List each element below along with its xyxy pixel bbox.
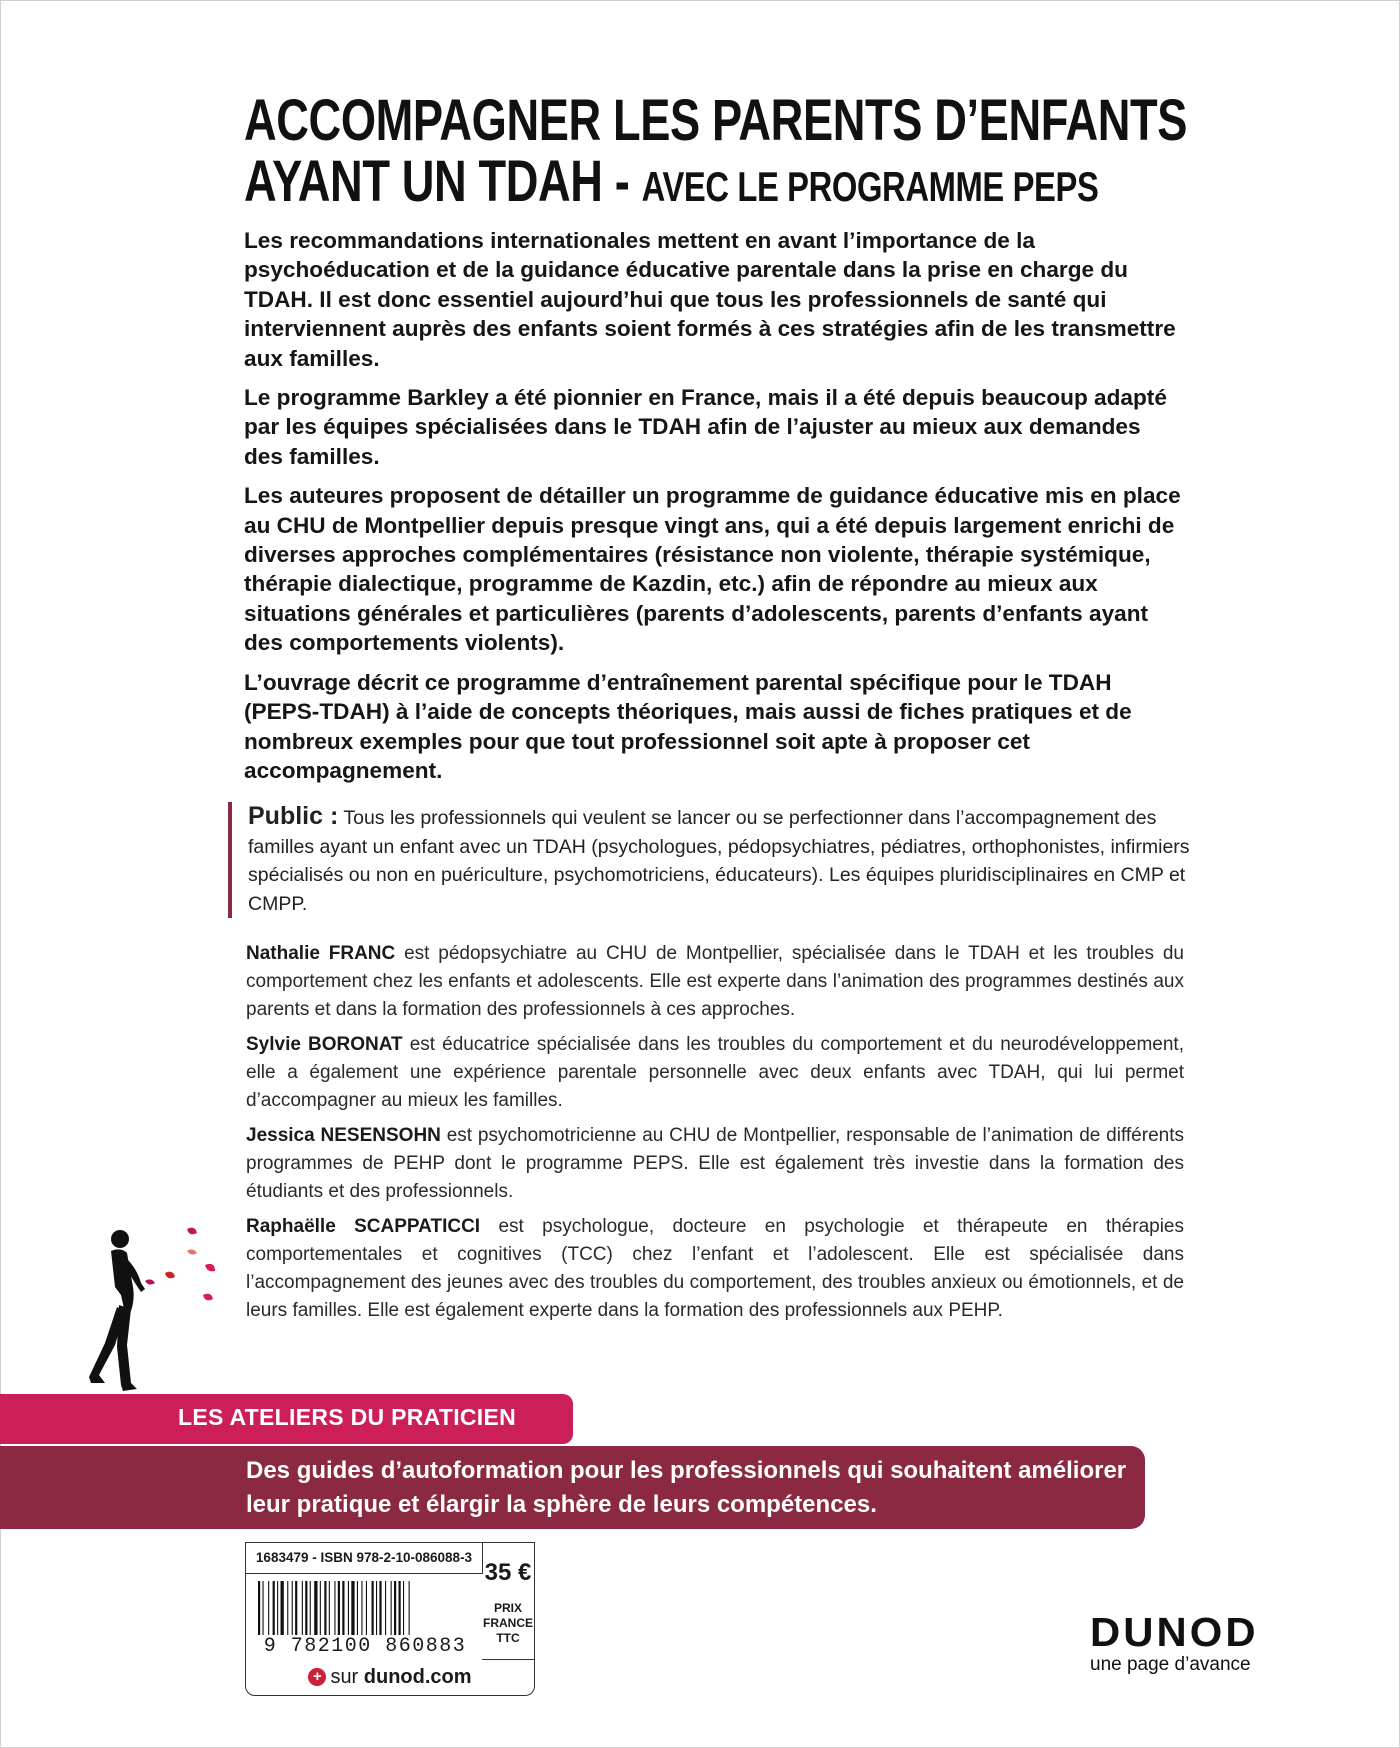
book-title — [244, 88, 1244, 219]
collection-banner — [0, 1394, 573, 1444]
dunod-logo: DUNOD — [1090, 1609, 1259, 1655]
collection-tagline-band — [0, 1446, 1145, 1529]
barcode-bar — [403, 1581, 404, 1635]
price-column — [482, 1543, 534, 1660]
barcode-bar — [277, 1581, 278, 1635]
author-description: est psychologue, docteure en psychologie et thérapeute en thérapies comportementales et cognitives (TCC) chez l’enfant et l’adolescent. Elle est spécialisée dans l’accompagnement des jeunes avec des troubles du comportement, des troubles anxieux ou émotionnels, et de leurs familles. Elle est également experte dans la formation des professionnels aux PEHP. — [246, 1216, 1184, 1321]
price-note-line: TTC — [496, 1631, 520, 1645]
barcode-bar — [366, 1581, 367, 1635]
intro-paragraph: Les auteures proposent de détailler un programme de guidance éducative mis en place au CHU de Montpellier depuis presque vingt ans, qui a été depuis largement enrichi de diverses approches complémentaires (résistance non violente, thérapie systémique, thérapie dialectique, programme de Kazdin, etc.) afin de répondre au mieux aux situations générales et particulières (parents d’adolescents, parents d’enfants ayant des comportements violents). — [244, 483, 1181, 656]
price-note — [482, 1601, 534, 1646]
author-name: Raphaëlle SCAPPATICCI — [246, 1216, 481, 1237]
author-name: Jessica NESENSOHN — [246, 1125, 441, 1146]
website-link[interactable] — [246, 1659, 534, 1695]
publisher-logo — [1090, 1609, 1290, 1676]
website-prefix: sur — [330, 1666, 364, 1688]
author-description: est psychomotricienne au CHU de Montpellier, responsable de l’animation de différents programmes de PEHP dont le programme PEPS. Elle est également très investie dans la formation des étudiants et des professionnels. — [246, 1125, 1184, 1202]
barcode-bar — [273, 1581, 275, 1635]
barcode-bar — [292, 1581, 293, 1635]
author-bio — [246, 1031, 1184, 1115]
collection-tagline: Des guides d’autoformation pour les professionnels qui souhaitent améliorer leur pratique et élargir la sphère de leurs compétences. — [246, 1457, 1127, 1518]
website-name: dunod.com — [363, 1666, 472, 1688]
barcode-bar — [324, 1581, 326, 1635]
barcode-bar — [361, 1581, 362, 1635]
barcode-bar — [258, 1581, 260, 1635]
barcode-bar — [342, 1581, 344, 1635]
public-text: Tous les professionnels qui veulent se lancer ou se perfectionner dans l’accompagnement des familles ayant un enfant avec un TDAH (psychologues, pédopsychiatres, pédiatres, orthophonistes, infirmiers spécialisés ou non en puériculture, psychomotriciens, éducateurs). Les équipes pluridisciplinaires en CMP et CMPP. — [248, 807, 1190, 915]
price-note-line: FRANCE — [483, 1616, 533, 1630]
barcode-bar — [376, 1581, 377, 1635]
barcode-bar — [295, 1581, 297, 1635]
barcode-number: 9 782100 860883 — [263, 1635, 467, 1658]
price: 35 € — [484, 1559, 532, 1586]
barcode-bar — [263, 1581, 264, 1635]
price-note-line: PRIX — [493, 1601, 522, 1615]
title-line-2-main: AYANT UN TDAH - — [244, 149, 642, 214]
title-line-2 — [244, 149, 1099, 219]
barcode-bar — [314, 1581, 317, 1635]
publisher-tagline: une page d’avance — [1090, 1654, 1251, 1675]
author-bio — [246, 1122, 1184, 1206]
barcode-bar — [281, 1581, 284, 1635]
barcode-block — [245, 1542, 535, 1696]
barcode-bar — [372, 1581, 374, 1635]
barcode-bar — [357, 1581, 358, 1635]
barcode-bar — [338, 1581, 340, 1635]
barcode-bar — [287, 1581, 288, 1635]
collection-name: LES ATELIERS DU PRATICIEN — [178, 1404, 517, 1430]
barcode-bar — [399, 1581, 401, 1635]
barcode-bar — [302, 1581, 303, 1635]
author-bio — [246, 940, 1184, 1024]
barcode-bar — [409, 1581, 410, 1635]
barcode-bar — [320, 1581, 321, 1635]
barcode-bar — [351, 1581, 354, 1635]
author-name: Nathalie FRANC — [246, 943, 396, 964]
barcode-bar — [268, 1581, 269, 1635]
isbn-label: 1683479 - ISBN 978-2-10-086088-3 — [246, 1543, 483, 1574]
barcode-bar — [394, 1581, 396, 1635]
title-subtitle: AVEC LE PROGRAMME PEPS — [641, 163, 1099, 210]
barcode-bar — [391, 1581, 392, 1635]
barcode-bar — [348, 1581, 349, 1635]
intro-text — [244, 226, 1184, 795]
authors-section — [246, 940, 1184, 1332]
barcode-bar — [385, 1581, 386, 1635]
author-description: est éducatrice spécialisée dans les troubles du comportement et du neurodéveloppement, elle a également une expérience parentale personnelle avec deux enfants avec TDAH, qui lui permet d’accompagner au mieux les familles. — [246, 1034, 1184, 1111]
public-section — [228, 802, 1203, 918]
title-line-1: ACCOMPAGNER LES PARENTS D’ENFANTS — [244, 88, 1188, 153]
plus-icon: + — [308, 1668, 326, 1686]
barcode-bar — [310, 1581, 311, 1635]
intro-paragraph: Le programme Barkley a été pionnier en France, mais il a été depuis beaucoup adapté par les équipes spécialisées dans le TDAH afin de l’ajuster au mieux aux demandes des familles. — [244, 385, 1167, 469]
intro-paragraph: Les recommandations internationales mettent en avant l’importance de la psychoéducation et de la guidance éducative parentale dans la prise en charge du TDAH. Il est donc essentiel aujourd’hui que tous les professionnels de santé qui interviennent auprès des enfants soient formés à ces stratégies afin de les transmettre aux familles. — [244, 228, 1176, 371]
author-name: Sylvie BORONAT — [246, 1034, 403, 1055]
barcode — [256, 1581, 474, 1637]
barcode-bar — [334, 1581, 335, 1635]
author-description: est pédopsychiatre au CHU de Montpellier, spécialisée dans le TDAH et les troubles du comportement chez les enfants et adolescents. Elle est experte dans l’animation des programmes destinés aux parents et dans la formation des professionnels à ces approches. — [246, 943, 1184, 1020]
barcode-bar — [379, 1581, 381, 1635]
public-label: Public : — [248, 802, 339, 830]
walking-man-illustration — [75, 1225, 235, 1400]
barcode-bar — [305, 1581, 307, 1635]
barcode-bar — [329, 1581, 330, 1635]
author-bio — [246, 1213, 1184, 1325]
intro-paragraph: L’ouvrage décrit ce programme d’entraînement parental spécifique pour le TDAH (PEPS-TDAH) à l’aide de concepts théoriques, mais aussi de fiches pratiques et de nombreux exemples pour que tout professionnel soit apte à proposer cet accompagnement. — [244, 669, 1132, 783]
